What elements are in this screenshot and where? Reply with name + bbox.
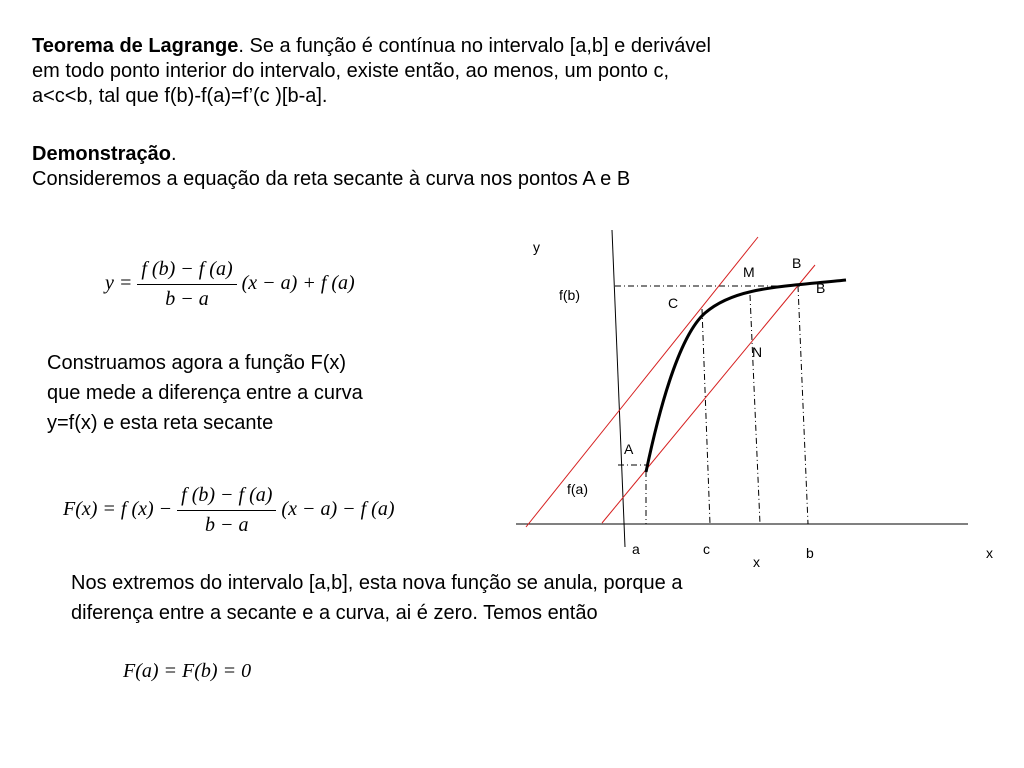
secant-line	[602, 265, 815, 523]
endpoint-equation: F(a) = F(b) = 0	[123, 660, 252, 682]
tick-c-label: c	[703, 541, 710, 557]
function-equation	[63, 484, 395, 537]
extremes-paragraph	[71, 568, 971, 628]
x-guide	[750, 295, 763, 524]
x-axis-label: x	[986, 545, 993, 561]
point-b-top-label: B	[792, 255, 802, 271]
fa-label: f(a)	[567, 481, 588, 497]
construct-line-1: Construamos agora a função F(x)	[47, 352, 347, 374]
function-eq-fraction	[177, 484, 276, 537]
extremes-line-1: Nos extremos do intervalo [a,b], esta nova função se anula, porque a	[71, 572, 683, 594]
tick-x-label: x	[753, 554, 760, 570]
tick-a-label: a	[632, 541, 640, 557]
point-a-upper-label: A	[624, 441, 634, 457]
theorem-line-2: em todo ponto interior do intervalo, existe então, ao menos, um ponto c,	[32, 60, 670, 82]
point-n-label: N	[752, 344, 763, 360]
y-axis	[612, 230, 625, 547]
b-guide	[798, 286, 808, 524]
construct-paragraph	[47, 348, 467, 438]
point-m-label: M	[743, 264, 755, 280]
mean-value-diagram	[500, 225, 1010, 570]
point-c-label: C	[668, 295, 679, 311]
theorem-title: Teorema de Lagrange	[32, 35, 239, 57]
secant-eq-lhs: y =	[105, 272, 133, 295]
proof-title: Demonstração	[32, 143, 171, 165]
tick-b-label: b	[806, 545, 814, 561]
function-eq-lhs: F(x) = f (x) −	[63, 498, 173, 521]
theorem-statement	[32, 34, 892, 109]
c-guide	[702, 309, 710, 524]
y-axis-label: y	[533, 239, 540, 255]
secant-eq-denominator: b − a	[165, 288, 209, 310]
secant-eq-numerator: f (b) − f (a)	[137, 258, 236, 285]
tangent-line	[526, 237, 758, 527]
point-b-label: B	[816, 280, 826, 296]
secant-eq-fraction	[137, 258, 236, 311]
function-eq-denominator: b − a	[205, 514, 249, 536]
construct-line-3: y=f(x) e esta reta secante	[47, 412, 274, 434]
theorem-line-3: a<c<b, tal que f(b)-f(a)=f’(c )[b-a].	[32, 85, 328, 107]
secant-eq-rhs: (x − a) + f (a)	[241, 272, 355, 295]
function-eq-numerator: f (b) − f (a)	[177, 484, 276, 511]
function-eq-rhs: (x − a) − f (a)	[281, 498, 395, 521]
proof-period: .	[170, 143, 177, 165]
proof-block	[32, 142, 852, 192]
secant-equation	[105, 258, 355, 311]
fb-label: f(b)	[559, 287, 580, 303]
construct-line-2: que mede a diferença entre a curva	[47, 382, 363, 404]
theorem-line-1: . Se a função é contínua no intervalo [a,b] e derivável	[238, 35, 711, 57]
proof-line: Consideremos a equação da reta secante à curva nos pontos A e B	[32, 168, 631, 190]
extremes-line-2: diferença entre a secante e a curva, ai é zero. Temos então	[71, 602, 598, 624]
